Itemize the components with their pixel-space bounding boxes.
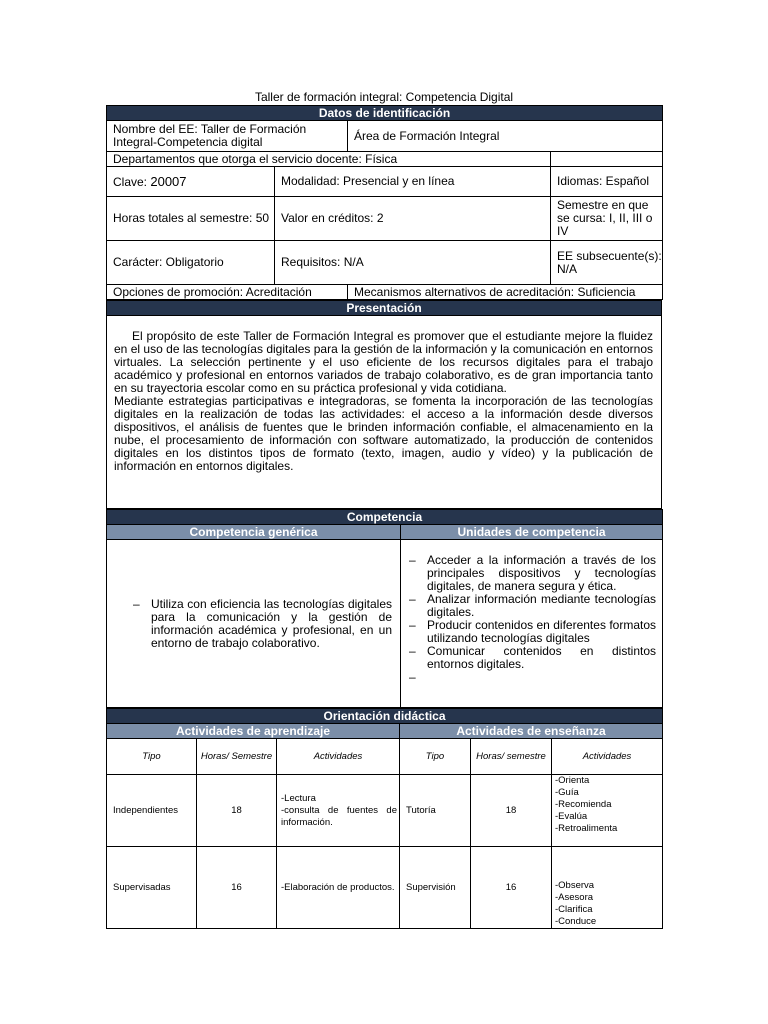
area: Área de Formación Integral	[348, 121, 663, 152]
semestre: Semestre en que se cursa: I, II, III o IV	[551, 197, 663, 241]
didactic-table	[106, 708, 663, 929]
competence-unit-item	[405, 671, 656, 684]
activity-line: -Observa	[555, 880, 595, 891]
empty-cell	[551, 152, 663, 167]
horas-totales: Horas totales al semestre: 50	[107, 197, 275, 241]
col-tipo-e: Tipo	[400, 739, 471, 775]
actividades-a	[277, 847, 400, 929]
col-horas-e: Horas/ semestre	[471, 739, 552, 775]
ee-name: Nombre del EE: Taller de Formación Integral-Competencia digital	[107, 121, 348, 152]
competence-units-cell	[401, 540, 663, 708]
activity-line: -Evalúa	[555, 811, 588, 822]
teaching-activities-header: Actividades de enseñanza	[400, 724, 663, 739]
col-horas-a: Horas/ Semestre	[197, 739, 277, 775]
activity-line: -Asesora	[555, 892, 594, 903]
horas-a: 16	[197, 847, 277, 929]
caracter: Carácter: Obligatorio	[107, 241, 275, 285]
activity-line: -Recomienda	[555, 799, 612, 810]
idiomas: Idiomas: Español	[551, 167, 663, 197]
identification-header: Datos de identificación	[107, 106, 663, 121]
competence-header: Competencia	[107, 510, 663, 525]
horas-e: 18	[471, 775, 552, 847]
col-actividades-a: Actividades	[277, 739, 400, 775]
mecanismos-alternativos: Mecanismos alternativos de acreditación: Suficiencia	[348, 285, 663, 300]
activity-line: -Orienta	[555, 775, 590, 786]
activity-line: -Conduce	[555, 916, 597, 927]
competence-units-header: Unidades de competencia	[401, 525, 663, 540]
modalidad: Modalidad: Presencial y en línea	[275, 167, 551, 197]
tipo-a: Independientes	[107, 775, 197, 847]
col-actividades-e: Actividades	[552, 739, 663, 775]
presentation-header: Presentación	[107, 301, 662, 316]
activity-line: -Lectura	[281, 792, 316, 804]
activity-line: -Clarifica	[555, 904, 593, 915]
clave-label: Clave:	[113, 174, 151, 189]
ee-subsecuente: EE subsecuente(s): N/A	[551, 241, 663, 285]
didactic-header: Orientación didáctica	[107, 709, 663, 724]
requisitos: Requisitos: N/A	[275, 241, 551, 285]
document	[106, 90, 662, 929]
document-title: Taller de formación integral: Competencia Digital	[254, 90, 514, 104]
tipo-a: Supervisadas	[107, 847, 197, 929]
actividades-a	[277, 775, 400, 847]
activity-line: -Retroalimenta	[555, 823, 618, 834]
col-tipo-a: Tipo	[107, 739, 197, 775]
identification-table	[106, 105, 663, 300]
activity-line: -Guía	[555, 787, 579, 798]
creditos: Valor en créditos: 2	[275, 197, 551, 241]
generic-competence-item: – Utiliza con eficiencia las tecnologías digitales para la comunicación y la gestión de información académica y profesional, en un entorno de trabajo colaborativo.	[129, 598, 392, 650]
presentation-paragraph-1: El propósito de este Taller de Formación Integral es promover que el estudiante mejore la fluidez en el uso de las tecnologías digitales para la gestión de la información y la comunicación en entornos virtuales. La selección pertinente y el uso eficiente de los recursos digitales para el trabajo académico y profesional en entornos variados de trabajo colaborativo, es de gran importancia tanto en su trayectoria escolar como en su práctica profesional y vida cotidiana.	[114, 329, 653, 395]
departamentos: Departamentos que otorga el servicio docente: Física	[107, 152, 551, 167]
presentation-table	[106, 300, 662, 509]
competence-unit-item: – Acceder a la información a través de los principales dispositivos y tecnologías digitales, de manera segura y ética.	[405, 554, 656, 593]
horas-e: 16	[471, 847, 552, 929]
actividades-e	[552, 775, 663, 847]
activity-line: -Elaboración de productos.	[281, 881, 395, 893]
competence-table	[106, 509, 663, 708]
tipo-e: Supervisión	[400, 847, 471, 929]
tipo-e: Tutoría	[400, 775, 471, 847]
generic-competence-header: Competencia genérica	[107, 525, 401, 540]
competence-unit-item: – Comunicar contenidos en distintos entornos digitales.	[405, 645, 656, 671]
actividades-e	[552, 847, 663, 929]
competence-unit-item: – Analizar información mediante tecnologías digitales.	[405, 593, 656, 619]
presentation-text	[107, 316, 662, 509]
clave-value: 20007	[150, 173, 187, 189]
clave	[107, 167, 275, 197]
opciones-promocion: Opciones de promoción: Acreditación	[107, 285, 348, 300]
activity-line: -consulta de fuentes de información.	[281, 804, 397, 828]
learning-activities-header: Actividades de aprendizaje	[107, 724, 400, 739]
generic-competence-cell	[107, 540, 401, 708]
presentation-paragraph-2: Mediante estrategias participativas e integradoras, se fomenta la incorporación de las tecnologías digitales en la realización de todas las actividades: el acceso a la información desde diversos dispositivos, el análisis de fuentes que le brinden información confiable, el almacenamiento en la nube, el procesamiento de información con software automatizado, la producción de contenidos digitales en los distintos tipos de formato (texto, imagen, audio y vídeo) y la publicación de información en entornos digitales.	[114, 394, 653, 473]
competence-unit-item: – Producir contenidos en diferentes formatos utilizando tecnologías digitales	[405, 619, 656, 645]
horas-a: 18	[197, 775, 277, 847]
